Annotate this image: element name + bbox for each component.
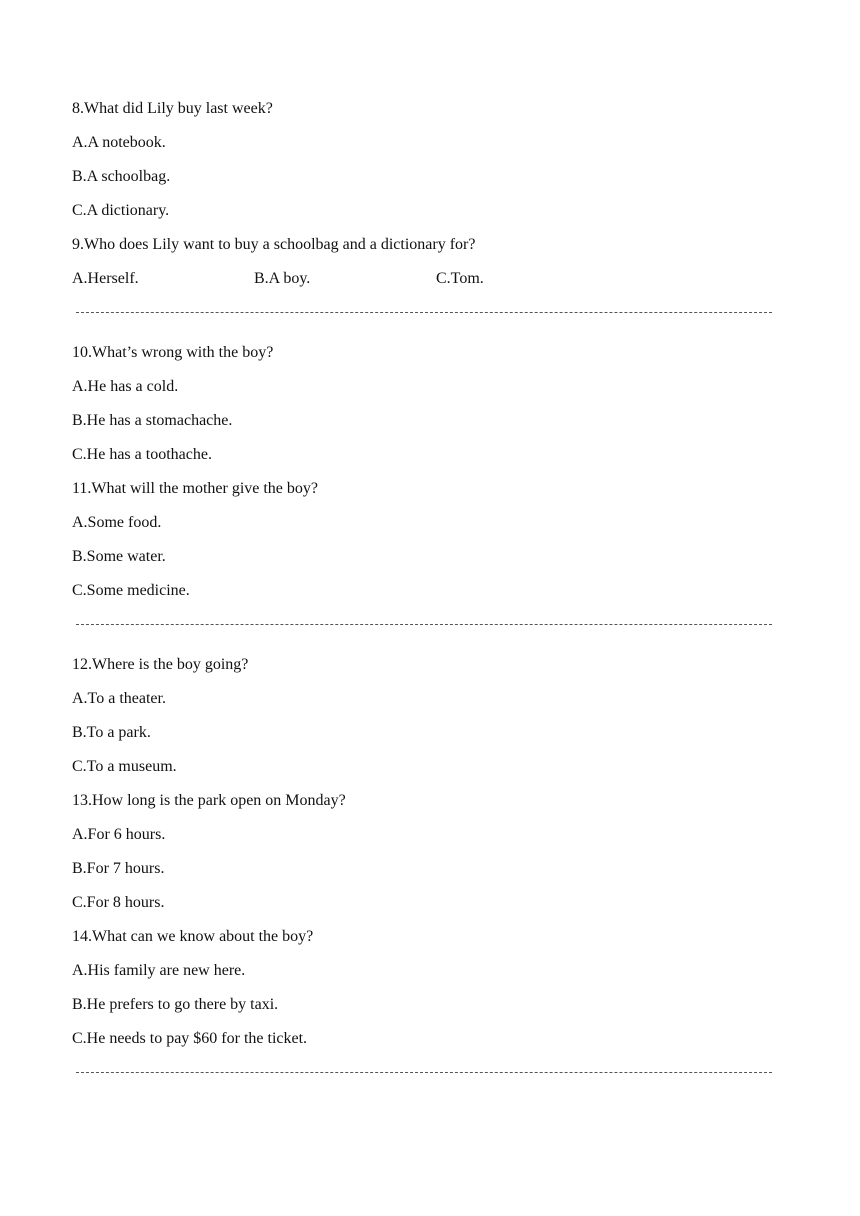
question-text: 10.What’s wrong with the boy? (72, 344, 274, 361)
answer-option: A.To a theater. (72, 690, 166, 707)
answer-option: A.His family are new here. (72, 962, 246, 979)
question-text: 11.What will the mother give the boy? (72, 480, 319, 497)
answer-option: B.He has a stomachache. (72, 412, 233, 429)
answer-option: B.He prefers to go there by taxi. (72, 996, 279, 1013)
dashed-divider (72, 1060, 772, 1084)
answer-option: C.To a museum. (72, 758, 177, 775)
question-page (72, 92, 772, 1096)
answer-option: B.A boy. (254, 270, 311, 287)
answer-option: A.He has a cold. (72, 378, 179, 395)
question-text: 9.Who does Lily want to buy a schoolbag and a dictionary for? (72, 236, 476, 253)
answer-option: C.He needs to pay $60 for the ticket. (72, 1030, 308, 1047)
dashed-divider (72, 300, 772, 324)
answer-option: B.A schoolbag. (72, 168, 171, 185)
question-section (72, 336, 772, 608)
question-text: 13.How long is the park open on Monday? (72, 792, 346, 809)
answer-option: C.Some medicine. (72, 582, 190, 599)
question-text: 12.Where is the boy going? (72, 656, 249, 673)
answer-option: A.A notebook. (72, 134, 166, 151)
question-text: 14.What can we know about the boy? (72, 928, 314, 945)
question-text: 8.What did Lily buy last week? (72, 100, 273, 117)
answer-option: B.Some water. (72, 548, 166, 565)
answer-option: C.He has a toothache. (72, 446, 212, 463)
question-section (72, 648, 772, 1056)
answer-option: C.Tom. (436, 270, 484, 287)
answer-option: B.To a park. (72, 724, 151, 741)
answer-option: C.A dictionary. (72, 202, 170, 219)
answer-option: A.Some food. (72, 514, 162, 531)
question-section (72, 92, 772, 296)
answer-option: A.For 6 hours. (72, 826, 166, 843)
answer-options-row (72, 262, 772, 296)
answer-option: C.For 8 hours. (72, 894, 165, 911)
answer-option: A.Herself. (72, 270, 139, 287)
dashed-divider (72, 612, 772, 636)
answer-option: B.For 7 hours. (72, 860, 165, 877)
